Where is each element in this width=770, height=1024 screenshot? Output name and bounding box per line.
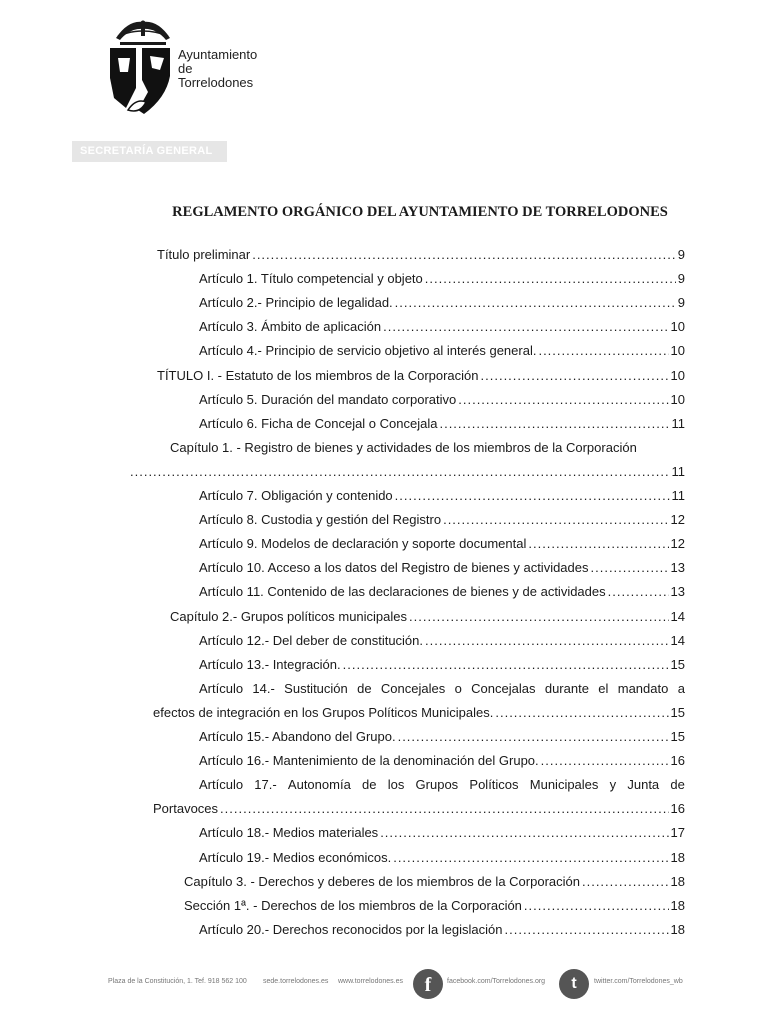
footer-twitter-link[interactable]: twitter.com/Torrelodones_wb <box>594 978 683 985</box>
toc-leader-dots <box>409 608 669 626</box>
toc-entry[interactable] <box>199 559 685 577</box>
toc-entry[interactable] <box>199 415 685 433</box>
toc-leader-dots <box>220 800 668 818</box>
toc-leader-dots <box>380 824 668 842</box>
toc-leader-dots <box>439 415 669 433</box>
toc-entry-text: Sección 1ª. - Derechos de los miembros de la Corporación <box>184 897 522 913</box>
toc-entry-continuation[interactable] <box>153 704 685 722</box>
toc-word: mandato <box>617 680 669 696</box>
toc-entry[interactable] <box>199 318 685 336</box>
toc-leader-dots <box>343 656 669 674</box>
toc-leader-dots <box>495 704 668 722</box>
toc-page-number: 15 <box>670 704 685 720</box>
toc-word: Artículo <box>199 680 244 696</box>
toc-page-number: 17 <box>670 825 685 841</box>
document-title-text: REGLAMENTO ORGÁNICO DEL AYUNTAMIENTO DE TORRELODONES <box>172 204 668 220</box>
toc-leader-dots <box>443 511 668 529</box>
department-badge: SECRETARÍA GENERAL <box>72 141 227 162</box>
toc-entry[interactable] <box>199 391 685 409</box>
toc-leader-dots <box>395 294 676 312</box>
municipal-logo <box>108 18 288 118</box>
toc-page-number: 11 <box>671 463 685 479</box>
toc-entry-text: Artículo 9. Modelos de declaración y soporte documental <box>199 536 527 552</box>
toc-word: a <box>677 680 685 696</box>
toc-entry-text: Artículo 11. Contenido de las declaraciones de bienes y de actividades <box>199 584 606 600</box>
toc-page-number: 14 <box>670 608 685 624</box>
toc-page-number: 10 <box>670 367 685 383</box>
toc-word: Capítulo 1. - Registro de bienes y actividades de los miembros de la Corporación <box>170 439 637 455</box>
toc-entry[interactable] <box>199 752 685 770</box>
toc-leader-dots <box>398 728 669 746</box>
toc-page-number: 15 <box>670 656 685 672</box>
toc-word: 17.- <box>254 777 277 793</box>
toc-leader-dots <box>393 849 668 867</box>
toc-page-number: 9 <box>677 271 685 287</box>
toc-word: 14.- <box>252 680 275 696</box>
footer-address: Plaza de la Constitución, 1. Tef. 918 562 100 <box>108 978 247 985</box>
toc-leader-dots <box>130 463 670 481</box>
toc-entry-text: TÍTULO I. - Estatuto de los miembros de la Corporación <box>157 367 479 383</box>
toc-entry[interactable] <box>157 246 685 264</box>
toc-entry-text: Capítulo 2.- Grupos políticos municipales <box>170 608 408 624</box>
document-title <box>0 204 770 221</box>
toc-page-number: 18 <box>670 873 685 889</box>
toc-entry-text: Artículo 13.- Integración. <box>199 656 341 672</box>
toc-leader-dots <box>541 752 669 770</box>
toc-word: Junta <box>627 777 660 793</box>
footer-facebook-link[interactable]: facebook.com/Torrelodones.org <box>447 978 546 985</box>
toc-entry-text: Artículo 10. Acceso a los datos del Registro de bienes y actividades <box>199 560 589 576</box>
toc-entry-text: Artículo 12.- Del deber de constitución. <box>199 632 424 648</box>
toc-entry-text: Artículo 18.- Medios materiales <box>199 825 379 841</box>
toc-word: Políticos <box>469 777 519 793</box>
toc-entry-wrapped-line[interactable] <box>199 680 685 698</box>
toc-leader-dots <box>425 632 669 650</box>
toc-entry[interactable] <box>170 608 685 626</box>
toc-entry-text: Artículo 15.- Abandono del Grupo. <box>199 729 396 744</box>
toc-entry[interactable] <box>199 583 685 601</box>
toc-entry[interactable] <box>199 535 685 553</box>
page-footer <box>0 968 770 998</box>
toc-page-number: 12 <box>670 536 685 552</box>
toc-entry[interactable] <box>199 849 685 867</box>
toc-entry[interactable] <box>199 632 685 650</box>
toc-page-number: 14 <box>670 632 685 648</box>
toc-word: Concejalas <box>471 680 536 696</box>
toc-word: Concejales <box>380 680 446 696</box>
toc-entry-continuation[interactable] <box>153 800 685 818</box>
toc-entry[interactable] <box>199 294 685 312</box>
toc-entry-text: Artículo 2.- Principio de legalidad. <box>199 295 393 311</box>
toc-leader-dots <box>505 921 669 939</box>
toc-page-number: 18 <box>670 921 685 937</box>
toc-entry[interactable] <box>199 728 685 746</box>
toc-entry[interactable] <box>199 270 685 288</box>
toc-word: el <box>598 680 609 696</box>
coat-of-arms-icon <box>108 18 178 118</box>
org-name <box>178 48 257 90</box>
org-name-line: de <box>178 61 193 76</box>
toc-leader-dots <box>395 487 670 505</box>
toc-leader-dots <box>591 559 669 577</box>
toc-word: de <box>357 680 372 696</box>
toc-entry[interactable] <box>199 342 685 360</box>
toc-word: y <box>609 777 617 793</box>
facebook-icon[interactable]: f <box>413 969 443 999</box>
toc-leader-dots <box>582 873 669 891</box>
toc-entry-text: Artículo 1. Título competencial y objeto <box>199 271 423 287</box>
twitter-icon[interactable]: t <box>559 969 589 999</box>
toc-entry-text: Artículo 5. Duración del mandato corporativo <box>199 391 457 407</box>
toc-leader-dots <box>538 342 668 360</box>
toc-entry[interactable] <box>199 511 685 529</box>
toc-entry-text: Artículo 8. Custodia y gestión del Registro <box>199 512 442 528</box>
toc-entry-text: Artículo 4.- Principio de servicio objetivo al interés general. <box>199 343 537 359</box>
toc-entry-continuation[interactable] <box>128 463 685 481</box>
toc-word: Autonomía <box>287 777 351 793</box>
toc-page-number: 15 <box>670 729 685 744</box>
toc-leader-dots <box>425 270 676 288</box>
toc-entry[interactable] <box>199 487 685 505</box>
toc-leader-dots <box>252 246 676 264</box>
toc-word: Grupos <box>415 777 459 793</box>
toc-page-number: 16 <box>670 801 685 817</box>
toc-page-number: 18 <box>670 849 685 865</box>
toc-entry-text: Artículo 20.- Derechos reconocidos por la legislación <box>199 921 503 937</box>
toc-entry[interactable] <box>199 824 685 842</box>
toc-leader-dots <box>458 391 668 409</box>
toc-page-number: 10 <box>670 343 685 359</box>
toc-page-number: 13 <box>670 560 685 576</box>
toc-leader-dots <box>383 318 668 336</box>
toc-entry-wrapped-line[interactable] <box>199 776 685 794</box>
toc-entry-text: Artículo 3. Ámbito de aplicación <box>199 319 382 335</box>
toc-entry-text: Capítulo 3. - Derechos y deberes de los miembros de la Corporación <box>184 873 580 889</box>
toc-entry-text: Artículo 7. Obligación y contenido <box>199 488 393 503</box>
toc-entry-text: Artículo 16.- Mantenimiento de la denominación del Grupo. <box>199 753 539 769</box>
toc-entry-text: Artículo 6. Ficha de Concejal o Concejala <box>199 415 438 431</box>
toc-word: durante <box>544 680 589 696</box>
toc-entry-text: Portavoces <box>153 801 219 817</box>
toc-word: Sustitución <box>284 680 348 696</box>
toc-entry[interactable] <box>184 897 685 915</box>
toc-page-number: 9 <box>677 247 685 262</box>
toc-leader-dots <box>481 367 669 385</box>
toc-page-number: 18 <box>670 897 685 913</box>
toc-page-number: 10 <box>670 319 685 335</box>
toc-entry[interactable] <box>184 873 685 891</box>
toc-entry[interactable] <box>199 656 685 674</box>
toc-leader-dots <box>528 535 668 553</box>
toc-word: Artículo <box>199 777 244 793</box>
toc-page-number: 11 <box>671 488 685 503</box>
org-name-line: Torrelodones <box>178 75 254 90</box>
toc-entry[interactable] <box>157 367 685 385</box>
org-name-line: Ayuntamiento <box>178 47 258 62</box>
toc-page-number: 10 <box>670 391 685 407</box>
toc-entry-text: efectos de integración en los Grupos Políticos Municipales. <box>153 704 494 720</box>
toc-page-number: 11 <box>671 415 685 431</box>
toc-page-number: 12 <box>670 512 685 528</box>
toc-word: los <box>387 777 405 793</box>
toc-page-number: 13 <box>670 584 685 600</box>
footer-web-link[interactable]: www.torrelodones.es <box>338 978 403 985</box>
toc-word: de <box>362 777 377 793</box>
toc-word: Municipales <box>529 777 599 793</box>
toc-entry-text: Título preliminar <box>157 247 251 262</box>
toc-page-number: 16 <box>670 753 685 769</box>
footer-sede-link[interactable]: sede.torrelodones.es <box>263 978 329 985</box>
toc-entry[interactable] <box>199 921 685 939</box>
toc-entry-wrapped-line[interactable] <box>170 439 685 457</box>
toc-word: o <box>454 680 462 696</box>
toc-word: de <box>670 777 685 793</box>
toc-entry-text: Artículo 19.- Medios económicos. <box>199 849 392 865</box>
toc-page-number: 9 <box>677 295 685 311</box>
toc-leader-dots <box>608 583 669 601</box>
toc-leader-dots <box>524 897 669 915</box>
